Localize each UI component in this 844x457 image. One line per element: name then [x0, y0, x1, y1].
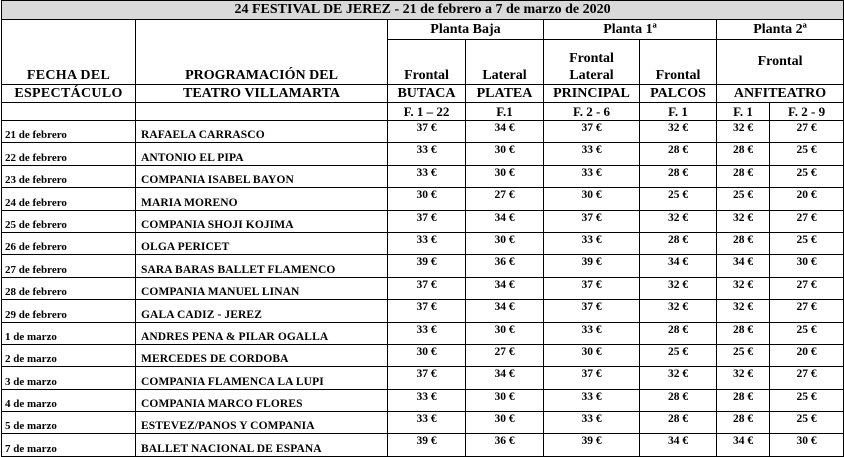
show-name: COMPANIA MARCO FLORES	[136, 389, 388, 411]
anfiteatro-position: Frontal	[717, 40, 844, 85]
prog-header-cell	[136, 20, 388, 40]
table-row	[2, 210, 844, 232]
price-palcos: 28 €	[640, 412, 717, 434]
price-palcos: 32 €	[640, 210, 717, 232]
show-name: RAFAELA CARRASCO	[136, 121, 388, 143]
empty-cell	[2, 103, 136, 121]
table-row	[2, 412, 844, 434]
fila-row	[2, 103, 844, 121]
price-platea: 30 €	[466, 143, 544, 165]
table-title: 24 FESTIVAL DE JEREZ - 21 de febrero a 7 de marzo de 2020	[2, 1, 844, 20]
show-date: 23 de febrero	[2, 165, 136, 187]
price-palcos: 32 €	[640, 121, 717, 143]
table-row	[2, 277, 844, 299]
table-row	[2, 367, 844, 389]
price-palcos: 34 €	[640, 255, 717, 277]
price-butaca: 33 €	[388, 232, 466, 254]
price-platea: 30 €	[466, 412, 544, 434]
price-anfiteatro-f2: 30 €	[770, 434, 844, 456]
table-row	[2, 434, 844, 456]
price-anfiteatro-f1: 28 €	[717, 232, 770, 254]
price-platea: 30 €	[466, 322, 544, 344]
palcos-fila: F. 1	[640, 103, 717, 121]
price-principal: 33 €	[544, 232, 640, 254]
show-date: 21 de febrero	[2, 121, 136, 143]
principal-position	[544, 40, 640, 85]
table-row	[2, 121, 844, 143]
price-anfiteatro-f2: 25 €	[770, 232, 844, 254]
table-row	[2, 389, 844, 411]
price-palcos: 28 €	[640, 232, 717, 254]
planta-row	[2, 20, 844, 40]
price-anfiteatro-f2: 27 €	[770, 277, 844, 299]
planta-baja-label: Planta Baja	[388, 20, 544, 40]
show-date: 7 de marzo	[2, 434, 136, 456]
price-anfiteatro-f1: 32 €	[717, 210, 770, 232]
price-principal: 33 €	[544, 165, 640, 187]
price-platea: 30 €	[466, 389, 544, 411]
price-butaca: 39 €	[388, 434, 466, 456]
show-name: COMPANIA MANUEL LINAN	[136, 277, 388, 299]
price-platea: 34 €	[466, 121, 544, 143]
principal-position-line2: Lateral	[569, 68, 614, 83]
price-anfiteatro-f1: 32 €	[717, 277, 770, 299]
price-anfiteatro-f1: 32 €	[717, 300, 770, 322]
price-anfiteatro-f2: 25 €	[770, 412, 844, 434]
show-date: 26 de febrero	[2, 232, 136, 254]
palcos-label: PALCOS	[640, 85, 717, 103]
price-principal: 33 €	[544, 412, 640, 434]
table-row	[2, 255, 844, 277]
prog-label-line1: PROGRAMACIÓN DEL	[136, 40, 388, 85]
show-name: SARA BARAS BALLET FLAMENCO	[136, 255, 388, 277]
show-date: 4 de marzo	[2, 389, 136, 411]
price-principal: 37 €	[544, 121, 640, 143]
price-platea: 27 €	[466, 344, 544, 366]
price-platea: 34 €	[466, 210, 544, 232]
title-row	[2, 1, 844, 20]
principal-position-line1: Frontal	[569, 51, 614, 66]
show-date: 25 de febrero	[2, 210, 136, 232]
price-anfiteatro-f1: 34 €	[717, 434, 770, 456]
price-anfiteatro-f2: 20 €	[770, 344, 844, 366]
price-principal: 37 €	[544, 367, 640, 389]
price-platea: 30 €	[466, 232, 544, 254]
table-row	[2, 232, 844, 254]
table-row	[2, 344, 844, 366]
price-platea: 36 €	[466, 434, 544, 456]
principal-fila: F. 2 - 6	[544, 103, 640, 121]
anfiteatro-label: ANFITEATRO	[717, 85, 844, 103]
principal-label: PRINCIPAL	[544, 85, 640, 103]
price-principal: 30 €	[544, 344, 640, 366]
price-palcos: 32 €	[640, 367, 717, 389]
price-butaca: 37 €	[388, 300, 466, 322]
show-date: 2 de marzo	[2, 344, 136, 366]
price-palcos: 34 €	[640, 434, 717, 456]
price-palcos: 25 €	[640, 344, 717, 366]
price-palcos: 28 €	[640, 143, 717, 165]
butaca-position: Frontal	[388, 40, 466, 85]
price-platea: 30 €	[466, 165, 544, 187]
price-anfiteatro-f1: 28 €	[717, 143, 770, 165]
price-anfiteatro-f1: 28 €	[717, 165, 770, 187]
price-palcos: 28 €	[640, 389, 717, 411]
empty-cell	[136, 103, 388, 121]
butaca-label: BUTACA	[388, 85, 466, 103]
price-anfiteatro-f1: 34 €	[717, 255, 770, 277]
show-date: 28 de febrero	[2, 277, 136, 299]
price-principal: 39 €	[544, 255, 640, 277]
show-date: 22 de febrero	[2, 143, 136, 165]
show-date: 1 de marzo	[2, 322, 136, 344]
price-butaca: 37 €	[388, 210, 466, 232]
table-row	[2, 188, 844, 210]
price-palcos: 25 €	[640, 188, 717, 210]
show-name: ESTEVEZ/PANOS Y COMPANIA	[136, 412, 388, 434]
show-name: COMPANIA ISABEL BAYON	[136, 165, 388, 187]
show-rows	[2, 121, 844, 457]
price-anfiteatro-f2: 25 €	[770, 322, 844, 344]
price-anfiteatro-f1: 28 €	[717, 389, 770, 411]
platea-fila: F.1	[466, 103, 544, 121]
price-anfiteatro-f1: 25 €	[717, 344, 770, 366]
price-butaca: 33 €	[388, 389, 466, 411]
table-row	[2, 322, 844, 344]
price-butaca: 30 €	[388, 188, 466, 210]
show-date: 24 de febrero	[2, 188, 136, 210]
price-anfiteatro-f1: 28 €	[717, 412, 770, 434]
anfi-fila-1: F. 1	[717, 103, 770, 121]
price-anfiteatro-f2: 27 €	[770, 367, 844, 389]
position-row	[2, 40, 844, 85]
show-name: COMPANIA SHOJI KOJIMA	[136, 210, 388, 232]
planta-2-label: Planta 2ª	[717, 20, 844, 40]
show-date: 5 de marzo	[2, 412, 136, 434]
price-anfiteatro-f2: 27 €	[770, 300, 844, 322]
price-anfiteatro-f2: 27 €	[770, 210, 844, 232]
price-butaca: 39 €	[388, 255, 466, 277]
show-name: COMPANIA FLAMENCA LA LUPI	[136, 367, 388, 389]
show-name: MERCEDES DE CORDOBA	[136, 344, 388, 366]
price-anfiteatro-f2: 25 €	[770, 143, 844, 165]
price-palcos: 32 €	[640, 300, 717, 322]
table-row	[2, 143, 844, 165]
palcos-position: Frontal	[640, 40, 717, 85]
price-anfiteatro-f2: 27 €	[770, 121, 844, 143]
show-name: OLGA PERICET	[136, 232, 388, 254]
price-palcos: 28 €	[640, 322, 717, 344]
section-row	[2, 85, 844, 103]
price-platea: 34 €	[466, 277, 544, 299]
price-butaca: 30 €	[388, 344, 466, 366]
fecha-label-line1: FECHA DEL	[2, 40, 136, 85]
prog-label-line2: TEATRO VILLAMARTA	[136, 85, 388, 103]
anfi-fila-2: F. 2 - 9	[770, 103, 844, 121]
price-butaca: 37 €	[388, 367, 466, 389]
price-butaca: 37 €	[388, 121, 466, 143]
platea-position: Lateral	[466, 40, 544, 85]
price-principal: 33 €	[544, 322, 640, 344]
price-butaca: 33 €	[388, 412, 466, 434]
show-name: ANDRES PENA & PILAR OGALLA	[136, 322, 388, 344]
price-butaca: 33 €	[388, 322, 466, 344]
price-anfiteatro-f1: 32 €	[717, 367, 770, 389]
price-butaca: 37 €	[388, 277, 466, 299]
platea-label: PLATEA	[466, 85, 544, 103]
price-principal: 30 €	[544, 188, 640, 210]
price-principal: 37 €	[544, 300, 640, 322]
price-platea: 36 €	[466, 255, 544, 277]
price-anfiteatro-f2: 20 €	[770, 188, 844, 210]
price-butaca: 33 €	[388, 165, 466, 187]
price-principal: 39 €	[544, 434, 640, 456]
price-platea: 27 €	[466, 188, 544, 210]
show-name: GALA CADIZ - JEREZ	[136, 300, 388, 322]
price-anfiteatro-f1: 32 €	[717, 121, 770, 143]
price-anfiteatro-f1: 28 €	[717, 322, 770, 344]
planta-1-label: Planta 1ª	[544, 20, 717, 40]
price-principal: 33 €	[544, 143, 640, 165]
butaca-fila: F. 1 – 22	[388, 103, 466, 121]
price-principal: 37 €	[544, 277, 640, 299]
show-date: 27 de febrero	[2, 255, 136, 277]
price-anfiteatro-f2: 25 €	[770, 389, 844, 411]
show-date: 29 de febrero	[2, 300, 136, 322]
price-anfiteatro-f2: 25 €	[770, 165, 844, 187]
show-name: BALLET NACIONAL DE ESPANA	[136, 434, 388, 456]
show-name: ANTONIO EL PIPA	[136, 143, 388, 165]
fecha-header-cell	[2, 20, 136, 40]
price-butaca: 33 €	[388, 143, 466, 165]
price-principal: 37 €	[544, 210, 640, 232]
price-palcos: 32 €	[640, 277, 717, 299]
table-row	[2, 300, 844, 322]
show-name: MARIA MORENO	[136, 188, 388, 210]
price-anfiteatro-f1: 25 €	[717, 188, 770, 210]
price-platea: 34 €	[466, 367, 544, 389]
price-anfiteatro-f2: 30 €	[770, 255, 844, 277]
price-principal: 33 €	[544, 389, 640, 411]
fecha-label-line2: ESPECTÁCULO	[2, 85, 136, 103]
price-palcos: 28 €	[640, 165, 717, 187]
table-row	[2, 165, 844, 187]
price-table	[1, 0, 844, 457]
show-date: 3 de marzo	[2, 367, 136, 389]
price-platea: 34 €	[466, 300, 544, 322]
